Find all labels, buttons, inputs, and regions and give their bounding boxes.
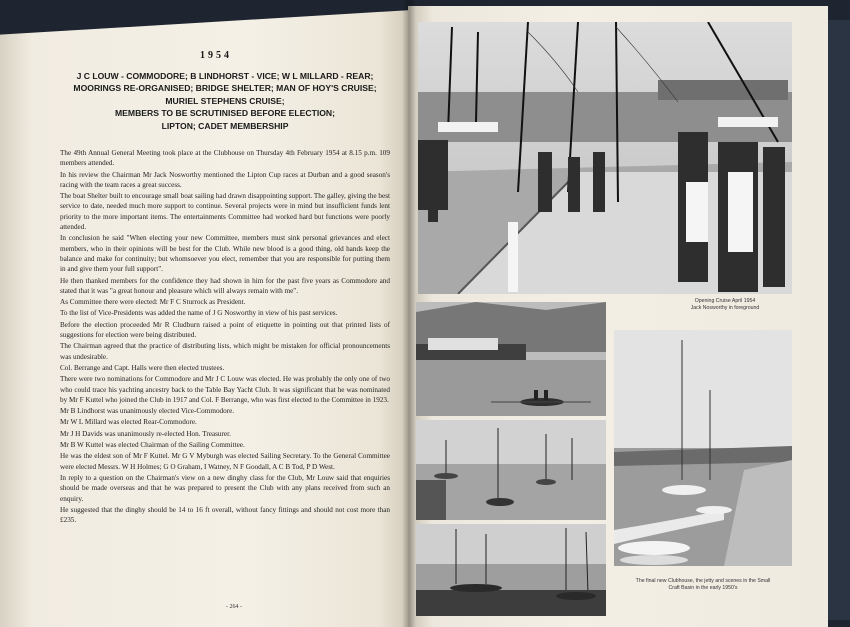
- photo-boat-basin: [416, 524, 606, 616]
- paragraph: He suggested that the dinghy should be 14 to 16 ft overall, without fancy fittings and should not cost more than £235.: [60, 505, 390, 525]
- photo-small-craft-basin-image: [614, 330, 792, 566]
- photo-harbour-yachts-image: [416, 420, 606, 520]
- photo-clubhouse: [416, 302, 606, 416]
- paragraph: He was the eldest son of Mr F Kuttel. Mr G V Myburgh was elected Sailing Secretary. To the General Committee were elected Messrs. W H Holmes; G O Graham, I Watney, N F Goodall, A C B Tod, P D West.: [60, 452, 390, 471]
- page-year: 1954: [200, 50, 232, 61]
- photo-clubhouse-image: [416, 302, 606, 416]
- photo-harbour-yachts: [416, 420, 606, 520]
- photo-opening-cruise-image: [418, 22, 792, 294]
- paragraph: Before the election proceeded Mr R Cludburn raised a point of etiquette in pointing out that printed lists of suggestions for election were being distributed.: [60, 320, 390, 340]
- paragraph: Mr B Lindhorst was unanimously elected Vice-Commodore.: [60, 407, 235, 416]
- photo-boat-basin-image: [416, 524, 606, 616]
- headline-line: LIPTON; CADET MEMBERSHIP: [161, 120, 289, 131]
- headline-line: MOORINGS RE-ORGANISED; BRIDGE SHELTER; MAN OF HOY'S CRUISE;: [73, 83, 377, 94]
- paragraph: In his review the Chairman Mr Jack Nosworthy mentioned the Lipton Cup races at Durban and a good season's racing with the team races a great success.: [60, 170, 390, 189]
- paragraph: Col. Berrange and Capt. Halls were then elected trustees.: [60, 363, 225, 372]
- headline-line: J C LOUW - COMMODORE; B LINDHORST - VICE; W L MILLARD - REAR;: [76, 71, 374, 81]
- paragraph: The 49th Annual General Meeting took place at the Clubhouse on Thursday 4th February 1954 at 8.15 p.m. 109 members attended.: [60, 149, 390, 168]
- caption-line: Craft Basin in the early 1950's: [668, 584, 738, 591]
- caption-line: Opening Cruise April 1954: [694, 298, 756, 304]
- paragraph: There were two nominations for Commodore and Mr J C Louw was elected. He was probably the only one of two who could trace his yachting ancestry back to the Table Bay Yacht Club. It was significant that he was nominated by Mr F Kuttel who joined the Club in 1917 and Col. F Berrange, who was first elected to the Committee in 1923.: [60, 375, 390, 404]
- body-text: [60, 148, 390, 526]
- caption-line: The final new Clubhouse, the jetty and scenes in the Small: [635, 578, 771, 584]
- paragraph: The boat Shelter built to encourage small boat sailing had drawn disappointing support. The galley, giving the best service to date, needed much more support to continue. Several projects were in mind but insufficient funds lent priority to the more important items. The entertainments Committee had worked hard but functions were poorly attended.: [60, 192, 390, 232]
- paragraph: Mr B W Kuttel was elected Chairman of the Sailing Committee.: [60, 441, 245, 450]
- paragraph: As Committee there were elected: Mr F C Sturrock as President.: [60, 298, 246, 307]
- photo-opening-cruise: [418, 22, 792, 294]
- book-gutter: [402, 0, 416, 627]
- headline-line: MURIEL STEPHENS CRUISE;: [165, 95, 285, 106]
- photo-small-craft-basin: [614, 330, 792, 566]
- paragraph: Mr W L Millard was elected Rear-Commodore.: [60, 418, 197, 427]
- chapter-headline: [60, 70, 390, 132]
- paragraph: In conclusion he said "When electing your new Committee, members must sink personal grievances and elect members, who in their opinions will be best for the Club. While new blood is a good thing, old hands keep the balance and make for continuity; but whomsoever you elect, remember that you are responsible for putting them in and give them your full support".: [60, 234, 390, 274]
- paragraph: He then thanked members for the confidence they had shown in him for the past five years as Commodore and stated that it was "a great honour and pleasure which will always remain with me".: [60, 276, 390, 295]
- caption-opening-cruise: [650, 298, 800, 311]
- paragraph: The Chairman agreed that the practice of distributing lists, which might be mistaken for official pronouncements was undesirable.: [60, 342, 390, 361]
- paragraph: In reply to a question on the Chairman's view on a new dinghy class for the Club, Mr Louw said that enquiries should be made overseas and that he was prepared to present the Club with any plans received from such an enquiry.: [60, 473, 390, 503]
- page-number: - 264 -: [226, 604, 242, 610]
- caption-small-craft-basin: [612, 578, 794, 591]
- paragraph: Mr J H Davids was unanimously re-elected Hon. Treasurer.: [60, 429, 231, 438]
- headline-line: MEMBERS TO BE SCRUTINISED BEFORE ELECTION;: [115, 108, 335, 119]
- caption-line: Jack Nosworthy in foreground: [690, 304, 760, 311]
- paragraph: To the list of Vice-Presidents was added the name of J G Nosworthy in view of his past services.: [60, 309, 338, 318]
